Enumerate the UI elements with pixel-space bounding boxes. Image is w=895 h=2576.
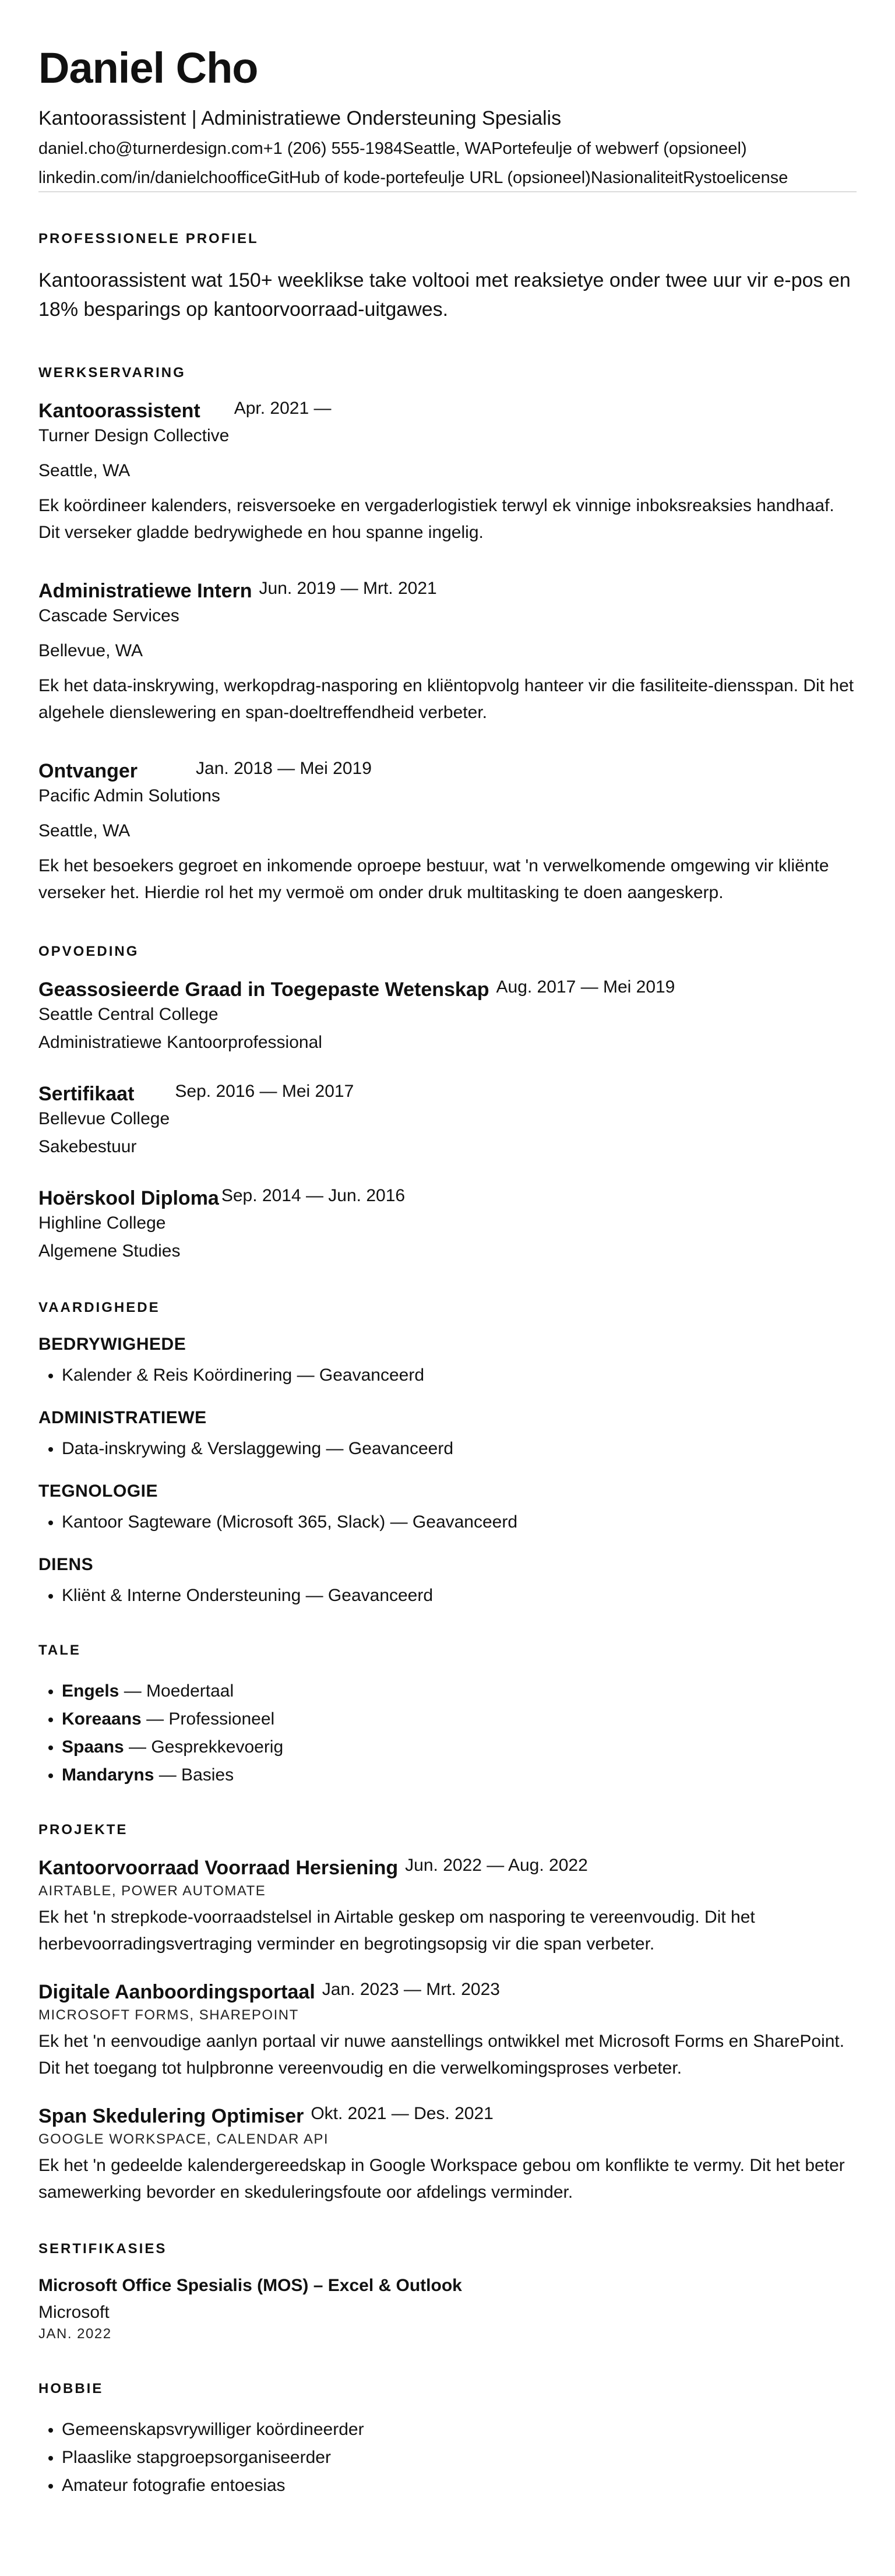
skill-category: DIENS (38, 1555, 94, 1574)
project-name: Span Skedulering Optimiser (38, 2105, 304, 2127)
language-name: Mandaryns (62, 1765, 154, 1785)
language-level: — Professioneel (141, 1709, 275, 1729)
job-location: Seattle, WA (38, 821, 131, 840)
education-dates: Sep. 2016 — Mei 2017 (175, 1082, 354, 1101)
job-dates: Jan. 2018 — Mei 2019 (196, 759, 372, 778)
degree-title: Geassosieerde Graad in Toegepaste Wetenskap (38, 979, 489, 1001)
skill-item: • Kliënt & Interne Ondersteuning — Geavanceerd (62, 1582, 857, 1610)
skills-section (38, 1300, 857, 1610)
job-title: Ontvanger (38, 760, 138, 782)
degree-title: Hoërskool Diploma (38, 1187, 219, 1209)
project-tech: GOOGLE WORKSPACE, CALENDAR API (38, 2131, 329, 2147)
language-name: Engels (62, 1681, 119, 1701)
education-dates: Sep. 2014 — Jun. 2016 (221, 1186, 406, 1205)
experience-entry (38, 580, 857, 726)
contact-portfolio: Portefeulje of webwerf (opsioneel) (491, 139, 747, 158)
project-description: Ek het 'n gedeelde kalendergereedskap in Google Workspace gebou om konflikte te vermy. Dit het beter samewerking bevorder en skeduleringsfoute oor afdelings verminder. (38, 2156, 845, 2202)
language-level: — Basies (154, 1765, 234, 1785)
language-level: — Gesprekkevoerig (124, 1737, 284, 1757)
education-section (38, 944, 857, 1265)
project-tech: AIRTABLE, POWER AUTOMATE (38, 1883, 266, 1899)
skill-item: • Kalender & Reis Koördinering — Geavanceerd (62, 1361, 857, 1389)
contact-phone: +1 (206) 555-1984 (263, 139, 403, 158)
education-entry (38, 979, 857, 1056)
language-item (62, 1761, 857, 1789)
hobby-item: • Gemeenskapsvrywilliger koördineerder (62, 2416, 857, 2444)
job-description: Ek koördineer kalenders, reisversoeke en vergaderlogistiek terwyl ek vinnige inboksreaksies handhaaf. Dit verseker gladde bedrywighede en hou spanne ingelig. (38, 496, 834, 542)
job-description: Ek het besoekers gegroet en inkomende oproepe bestuur, wat 'n verwelkomende omgewing vir kliënte verseker het. Hierdie rol het my vermoë om onder druk multitasking te doen aangeskerp. (38, 856, 829, 902)
language-item (62, 1733, 857, 1761)
school-name: Highline College (38, 1213, 166, 1233)
project-description: Ek het 'n strepkode-voorraadstelsel in Airtable geskep om nasporing te vereenvoudig. Dit het herbevoorradingsvertraging verminder en begrotingsopsig vir die span verbeter. (38, 1908, 755, 1954)
hobby-item: • Plaaslike stapgroepsorganiseerder (62, 2444, 857, 2472)
education-dates: Aug. 2017 — Mei 2019 (496, 977, 675, 997)
certification-issuer: Microsoft (38, 2303, 110, 2322)
project-dates: Jun. 2022 — Aug. 2022 (405, 1856, 588, 1875)
profile-summary: Kantoorassistent wat 150+ weeklikse take voltooi met reaksietye onder twee uur vir e-pos en 18% besparings op kantoorvoorraad-uitgawes. (38, 269, 851, 321)
project-dates: Okt. 2021 — Des. 2021 (311, 2104, 494, 2123)
job-location: Seattle, WA (38, 461, 131, 480)
contact-email[interactable]: daniel.cho@turnerdesign.com (38, 139, 263, 158)
language-item (62, 1677, 857, 1705)
section-title-hobbies: HOBBIE (38, 2381, 104, 2396)
experience-section (38, 365, 857, 906)
projects-section (38, 1822, 857, 2206)
job-company: Pacific Admin Solutions (38, 786, 220, 805)
contact-license: Rystoelicense (682, 168, 788, 187)
skill-category: ADMINISTRATIEWE (38, 1408, 207, 1427)
project-entry (38, 2105, 857, 2206)
language-level: — Moedertaal (119, 1681, 234, 1701)
project-name: Digitale Aanboordingsportaal (38, 1981, 315, 2003)
education-entry (38, 1083, 857, 1160)
project-entry (38, 1981, 857, 2082)
contact-location: Seattle, WA (403, 139, 492, 158)
project-description: Ek het 'n eenvoudige aanlyn portaal vir nuwe aanstellings ontwikkel met Microsoft Forms en SharePoint. Dit het toegang tot hulpbronne vereenvoudig en die verwelkomingsproses verbeter. (38, 2032, 845, 2078)
contact-line-1 (38, 133, 857, 164)
contact-links[interactable]: linkedin.com/in/danielchoofficeGitHub of kode-portefeulje URL (opsioneel) (38, 168, 591, 187)
section-title-education: OPVOEDING (38, 944, 139, 959)
field-of-study: Algemene Studies (38, 1241, 181, 1261)
hobbies-section (38, 2381, 857, 2500)
project-name: Kantoorvoorraad Voorraad Hersiening (38, 1857, 399, 1879)
school-name: Bellevue College (38, 1109, 170, 1128)
candidate-name: Daniel Cho (38, 44, 258, 92)
field-of-study: Administratiewe Kantoorprofessional (38, 1033, 322, 1052)
degree-title: Sertifikaat (38, 1083, 135, 1105)
experience-entry (38, 760, 857, 906)
project-tech: MICROSOFT FORMS, SHAREPOINT (38, 2007, 299, 2023)
job-dates: Jun. 2019 — Mrt. 2021 (259, 579, 437, 598)
certification-date: JAN. 2022 (38, 2326, 112, 2342)
field-of-study: Sakebestuur (38, 1137, 137, 1156)
languages-section (38, 1642, 857, 1789)
skill-item: • Kantoor Sagteware (Microsoft 365, Slack) — Geavanceerd (62, 1508, 857, 1536)
project-dates: Jan. 2023 — Mrt. 2023 (322, 1980, 500, 1999)
section-title-skills: VAARDIGHEDE (38, 1300, 160, 1315)
job-location: Bellevue, WA (38, 641, 143, 660)
language-name: Koreaans (62, 1709, 142, 1729)
job-title: Administratiewe Intern (38, 580, 252, 602)
school-name: Seattle Central College (38, 1005, 219, 1024)
language-name: Spaans (62, 1737, 124, 1757)
job-company: Turner Design Collective (38, 426, 230, 445)
header-divider (38, 191, 857, 192)
certification-entry (38, 2276, 857, 2342)
skill-category: TEGNOLOGIE (38, 1481, 158, 1501)
project-entry (38, 1857, 857, 1958)
section-title-projects: PROJEKTE (38, 1822, 128, 1838)
profile-section (38, 231, 857, 324)
education-entry (38, 1187, 857, 1265)
skill-group (38, 1555, 857, 1610)
job-title: Kantoorassistent (38, 400, 200, 422)
job-dates: Apr. 2021 — (234, 399, 332, 418)
section-title-profile: PROFESSIONELE PROFIEL (38, 231, 259, 247)
job-description: Ek het data-inskrywing, werkopdrag-nasporing en kliëntopvolg hanteer vir die fasiliteite-diensspan. Dit het algehele dienslewering en span-doeltreffendheid verbeter. (38, 676, 854, 722)
hobby-item: • Amateur fotografie entoesias (62, 2472, 857, 2500)
language-item (62, 1705, 857, 1733)
section-title-languages: TALE (38, 1642, 81, 1658)
contact-nationality: Nasionaliteit (590, 168, 683, 187)
section-title-certifications: SERTIFIKASIES (38, 2241, 167, 2257)
skill-group (38, 1408, 857, 1463)
experience-entry (38, 400, 857, 546)
contact-line-2 (38, 164, 857, 191)
skill-category: BEDRYWIGHEDE (38, 1335, 186, 1354)
certifications-section (38, 2241, 857, 2342)
certification-name: Microsoft Office Spesialis (MOS) – Excel & Outlook (38, 2276, 462, 2295)
headline: Kantoorassistent | Administratiewe Ondersteuning Spesialis (38, 107, 562, 129)
skill-group (38, 1335, 857, 1389)
skill-item: • Data-inskrywing & Verslaggewing — Geavanceerd (62, 1435, 857, 1463)
job-company: Cascade Services (38, 606, 179, 625)
section-title-experience: WERKSERVARING (38, 365, 186, 381)
skill-group (38, 1481, 857, 1536)
